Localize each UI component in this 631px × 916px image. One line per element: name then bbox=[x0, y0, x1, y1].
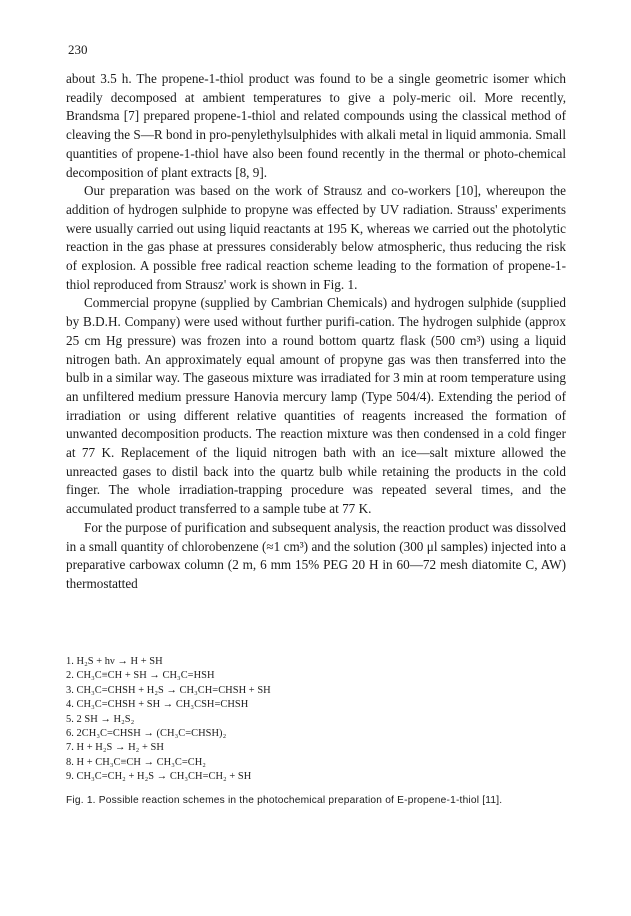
paragraph: For the purpose of purification and subsequent analysis, the reaction product was dissolved in a small quantity of chlorobenzene (≈1 cm³) and the solution (300 μl samples) injected into a preparative carbowax column (2 m, 6 mm 15% PEG 20 H in 60—72 mesh diatomite C, AW) thermostatted bbox=[66, 519, 566, 591]
paragraph: about 3.5 h. The propene-1-thiol product was found to be a single geometric isomer which readily decomposed at ambient temperatures to give a poly-meric oil. More recently, Brandsma [7] prepared propene-1-thiol and related compounds using the classical method of cleaving the S—R bond in pro-penylethylsulphides with alkali metal in liquid ammonia. Small quantities of propene-1-thiol have also been found recently in the thermal or photo-chemical decomposition of plant extracts [8, 9]. bbox=[66, 71, 566, 180]
paragraph: Commercial propyne (supplied by Cambrian Chemicals) and hydrogen sulphide (supplied by B.D.H. Company) were used without further purifi-cation. The hydrogen sulphide (approx 25 cm Hg pressure) was frozen into a round bottom quartz flask (500 cm³) using a liquid nitrogen bath. An approximately equal amount of propyne gas was then transferred into the bulb in a similar way. The gaseous mixture was irradiated for 3 min at room temperature using an unfiltered medium pressure Hanovia mercury lamp (Type 504/4). Extending the period of irradiation or using different relative quantities of reagents increased the formation of unwanted decomposition products. The reaction mixture was then condensed in a cold finger at 77 K. Replacement of the liquid nitrogen bath with an ice—salt mixture allowed the unreacted gases to distil back into the quartz bulb while retaining the products in the cold finger. The whole irradiation-trapping procedure was repeated several times, and the accumulated product transferred to a sample tube at 77 K. bbox=[66, 295, 566, 517]
paragraph: Our preparation was based on the work of Strausz and co-workers [10], whereupon the addition of hydrogen sulphide to propyne was effected by UV radiation. Strauss' experiments were usually carried out using liquid reactants at 195 K, whereas we carried out the photolytic reaction in the gas phase at pressures considerably below atmospheric, thus reducing the risk of explosion. A possible free radical reaction scheme leading to the formation of propene-1-thiol reproduced from Strausz' work is shown in Fig. 1. bbox=[66, 183, 566, 292]
body-text bbox=[66, 70, 566, 594]
reaction-step: 5. 2 SH → H₂S₂ bbox=[66, 713, 135, 725]
figure-caption: Fig. 1. Possible reaction schemes in the photochemical preparation of E-propene-1-thiol [11]. bbox=[66, 795, 503, 806]
reaction-step: 2. CH₃C≡CH + SH → CH₃C=HSH bbox=[66, 670, 215, 682]
reaction-step: 8. H + CH₃C≡CH → CH₃C=CH₂ bbox=[66, 756, 206, 768]
reaction-step: 3. CH₃C=CHSH + H₂S → CH₃CH=CHSH + SH bbox=[66, 684, 271, 696]
page-number: 230 bbox=[68, 42, 88, 57]
reaction-step: 4. CH₃C=CHSH + SH → CH₃CSH=CHSH bbox=[66, 699, 249, 711]
reaction-step: 6. 2CH₃C=CHSH → (CH₃C=CHSH)₂ bbox=[66, 728, 227, 740]
reaction-step: 7. H + H₂S → H₂ + SH bbox=[66, 742, 164, 754]
reaction-step: 9. CH₃C=CH₂ + H₂S → CH₃CH=CH₂ + SH bbox=[66, 771, 252, 783]
reaction-step: 1. H₂S + hν → H + SH bbox=[66, 656, 163, 667]
reaction-scheme-list bbox=[66, 655, 566, 785]
